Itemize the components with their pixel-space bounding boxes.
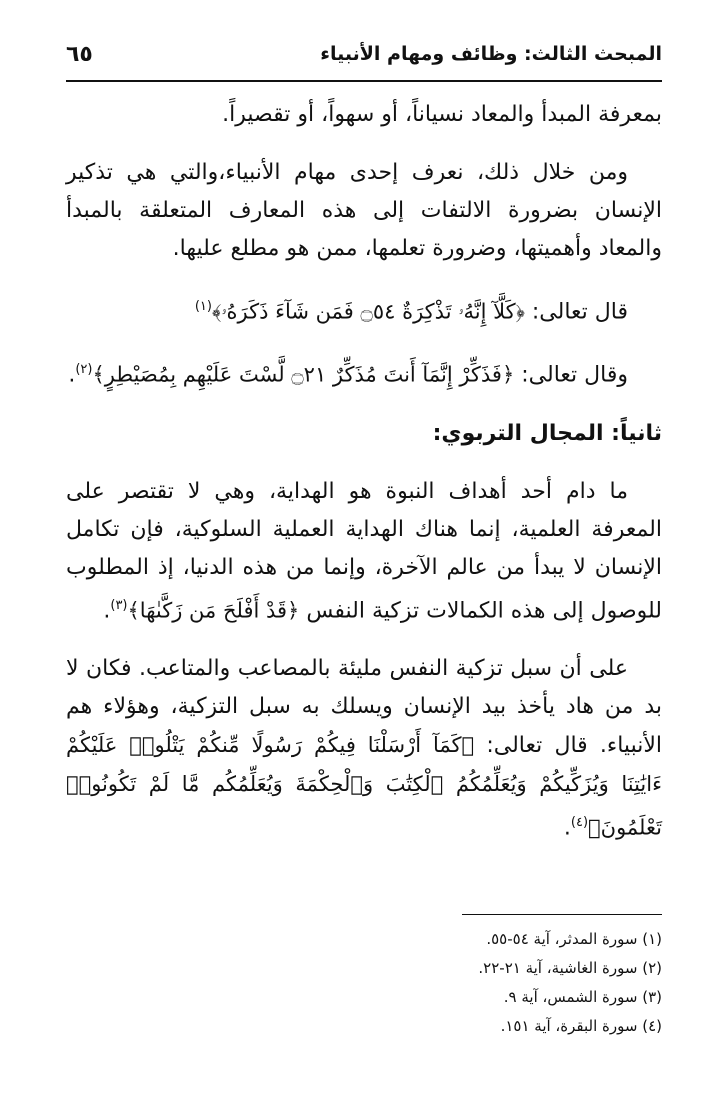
quran-verse: ﴿كَلَّآ إِنَّهُۥ تَذْكِرَةٌ ۝٥٤ فَمَن شَآءَ ذَكَرَهُۥ﴾	[211, 299, 525, 324]
sentence-end: .	[563, 815, 571, 841]
footnote-ref: (٣)	[110, 597, 128, 613]
quran-verse: ﴿قَدْ أَفْلَحَ مَن زَكَّىٰهَا﴾	[127, 597, 300, 622]
quote-lead: وقال تعالى:	[514, 362, 628, 388]
footnotes	[66, 925, 662, 1041]
footnote-rule	[462, 914, 662, 915]
chapter-title: المبحث الثالث: وظائف ومهام الأنبياء	[320, 43, 662, 65]
paragraph-3	[66, 473, 662, 630]
quote-lead: قال تعالى:	[524, 299, 628, 325]
quote-paragraph-2	[66, 351, 662, 394]
page-number: ٦٥	[66, 41, 93, 67]
quote-paragraph-1	[66, 288, 662, 331]
quran-verse: ﴿كَمَآ أَرْسَلْنَا فِيكُمْ رَسُولًا مِّنكُمْ يَتْلُوا۟ عَلَيْكُمْ ءَايَٰتِنَا وَيُزَكِّيكُمْ وَيُعَلِّمُكُمُ ٱلْكِتَٰبَ وَٱلْحِكْمَةَ وَيُعَلِّمُكُم مَّا لَمْ تَكُونُوا۟ تَعْلَمُونَ﴾	[66, 732, 662, 840]
header-rule	[66, 80, 662, 82]
body-text	[66, 96, 662, 847]
paragraph-1: بمعرفة المبدأ والمعاد نسياناً، أو سهواً، أو تقصيراً.	[222, 102, 662, 127]
paragraph-text: على أن سبل تزكية النفس مليئة بالمصاعب والمتاعب. فكان لا بد من هاد يأخذ بيد الإنسان ويسلك به سبل التزكية، وهؤلاء هم الأنبياء. قال تعالى:	[66, 655, 662, 758]
footnote-1: (١) سورة المدثر، آية ٥٤-٥٥.	[486, 930, 662, 948]
paragraph-4	[66, 650, 662, 847]
footnote-3: (٣) سورة الشمس، آية ٩.	[503, 988, 662, 1006]
footnote-ref: (٤)	[570, 814, 589, 830]
running-header	[66, 30, 662, 78]
footnote-2: (٢) سورة الغاشية، آية ٢١-٢٢.	[478, 959, 662, 977]
footnote-ref: (١)	[194, 299, 212, 314]
quran-verse: ﴿فَذَكِّرْ إِنَّمَآ أَنتَ مُذَكِّرٌ ۝٢١ لَّسْتَ عَلَيْهِم بِمُصَيْطِرٍ﴾	[92, 362, 515, 387]
paragraph-2: ومن خلال ذلك، نعرف إحدى مهام الأنبياء،والتي هي تذكير الإنسان بضرورة الالتفات إلى هذه المعارف المتعلقة بالمبدأ والمعاد وأهميتها، وضرورة تعلمها، ممن هو مطلع عليها.	[66, 160, 662, 261]
sentence-end: .	[103, 597, 111, 623]
section-heading: ثانياً: المجال التربوي:	[432, 420, 662, 446]
footnote-ref: (٢)	[75, 362, 93, 378]
sentence-end: .	[68, 362, 76, 388]
footnote-4: (٤) سورة البقرة، آية ١٥١.	[500, 1017, 662, 1035]
paragraph-text: ما دام أحد أهداف النبوة هو الهداية، وهي لا تقتصر على المعرفة العلمية، إنما هناك الهداية العملية السلوكية، فإن تكامل الإنسان لا يبدأ من عالم الآخرة، وإنما من هذه الدنيا، إذ المطلوب للوصول إلى هذه الكمالات تزكية النفس	[66, 478, 662, 623]
